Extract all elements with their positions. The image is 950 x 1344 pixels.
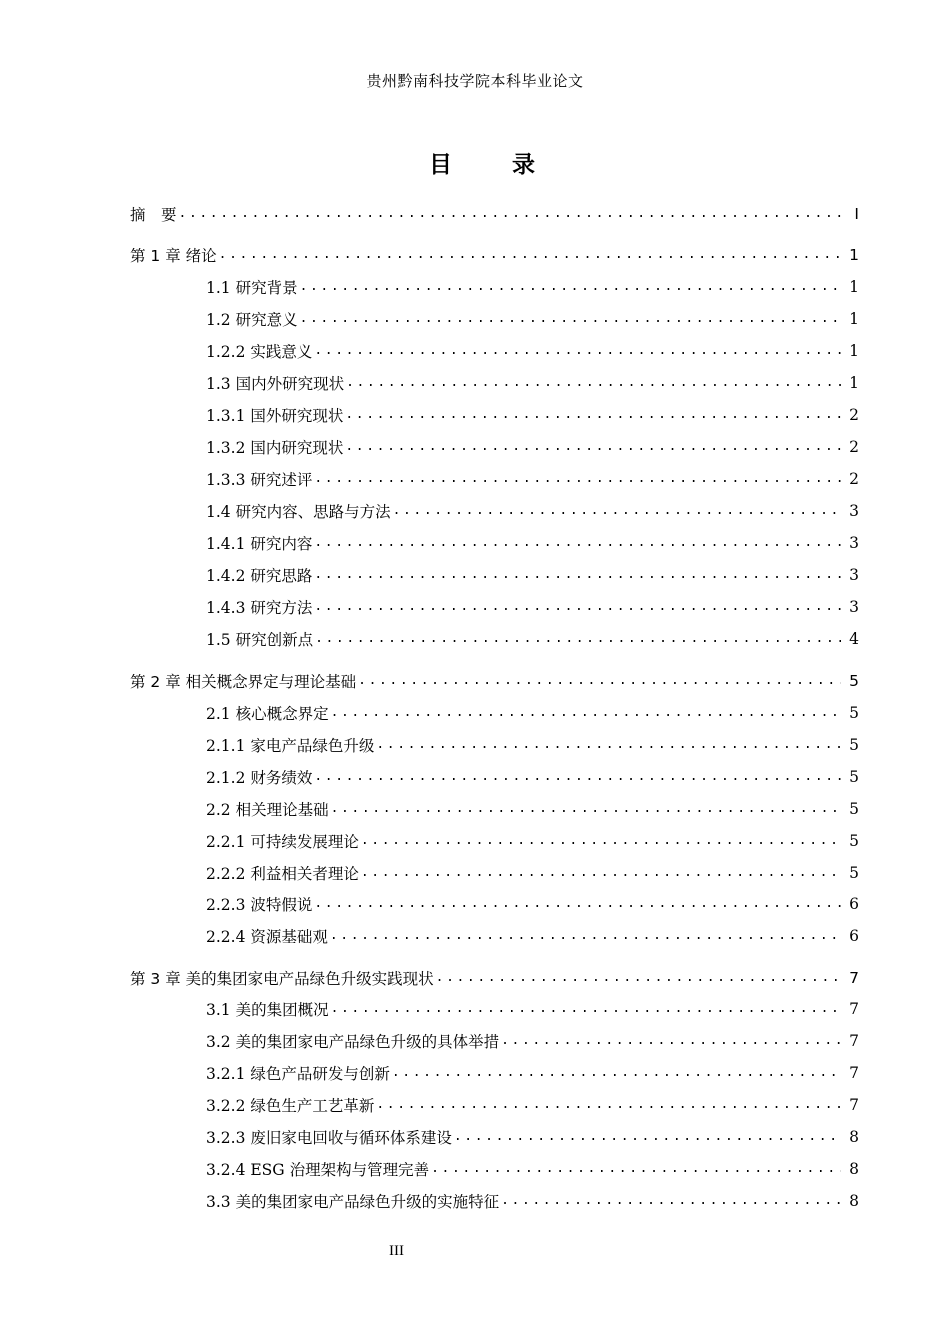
toc-entry-label: 1.3.1 国外研究现状: [206, 407, 344, 425]
toc-entry-label: 1.1 研究背景: [206, 279, 298, 297]
toc-section-entry[interactable]: [0, 499, 950, 523]
toc-dot-leader: [300, 307, 841, 331]
toc-entry-page: 8: [849, 1192, 859, 1210]
toc-dot-leader: [314, 563, 841, 587]
toc-section-entry[interactable]: [0, 1061, 950, 1085]
toc-entry-page: 3: [849, 502, 859, 520]
toc-entry-label: 3.3 美的集团家电产品绿色升级的实施特征: [206, 1193, 500, 1211]
toc-section-entry[interactable]: [0, 563, 950, 587]
toc-section-entry[interactable]: [0, 531, 950, 555]
toc-entry-page: 6: [849, 895, 859, 913]
toc-dot-leader: [314, 765, 841, 789]
toc-entry-page: 5: [849, 704, 859, 722]
toc-entry-page: 6: [849, 927, 859, 945]
toc-dot-leader: [179, 202, 841, 226]
page-number: III: [389, 1243, 404, 1259]
toc-entry-page: 7: [849, 1096, 859, 1114]
toc-dot-leader: [315, 627, 841, 651]
toc-entry-page: 2: [849, 470, 859, 488]
toc-dot-leader: [330, 924, 841, 948]
toc-dot-leader: [331, 997, 841, 1021]
toc-section-entry[interactable]: [0, 861, 950, 885]
toc-section-entry[interactable]: [0, 1093, 950, 1117]
toc-entry-page: 5: [849, 864, 859, 882]
toc-section-entry[interactable]: [0, 797, 950, 821]
toc-section-entry[interactable]: [0, 829, 950, 853]
toc-dot-leader: [219, 243, 841, 267]
toc-entry-page: I: [854, 205, 859, 223]
toc-entry-label: 摘 要: [130, 206, 177, 224]
toc-entry-label: 3.2 美的集团家电产品绿色升级的具体举措: [206, 1033, 500, 1051]
toc-entry-label: 1.4.2 研究思路: [206, 567, 313, 585]
toc-dot-leader: [501, 1029, 841, 1053]
toc-dot-leader: [314, 531, 841, 555]
toc-entry-page: 5: [849, 672, 859, 690]
toc-entry-label: 2.2.4 资源基础观: [206, 928, 328, 946]
toc-chapter-entry[interactable]: [0, 243, 950, 267]
toc-dot-leader: [300, 275, 841, 299]
toc-entry-label: 3.1 美的集团概况: [206, 1001, 329, 1019]
toc-section-entry[interactable]: [0, 1189, 950, 1213]
toc-dot-leader: [361, 829, 841, 853]
toc-section-entry[interactable]: [0, 997, 950, 1021]
toc-chapter-entry[interactable]: [0, 202, 950, 226]
toc-section-entry[interactable]: [0, 1157, 950, 1181]
toc-entry-label: 3.2.3 废旧家电回收与循环体系建设: [206, 1129, 452, 1147]
toc-section-entry[interactable]: [0, 765, 950, 789]
page-header: 贵州黔南科技学院本科毕业论文: [366, 72, 584, 90]
toc-entry-page: 7: [849, 969, 859, 987]
toc-entry-label: 2.2 相关理论基础: [206, 801, 329, 819]
toc-dot-leader: [346, 371, 841, 395]
toc-dot-leader: [431, 1157, 841, 1181]
toc-chapter-entry[interactable]: [0, 966, 950, 990]
toc-entry-label: 2.1.1 家电产品绿色升级: [206, 737, 375, 755]
toc-section-entry[interactable]: [0, 595, 950, 619]
toc-entry-label: 1.3.2 国内研究现状: [206, 439, 344, 457]
toc-entry-label: 3.2.2 绿色生产工艺革新: [206, 1097, 375, 1115]
toc-entry-page: 4: [849, 630, 859, 648]
toc-dot-leader: [436, 966, 841, 990]
toc-dot-leader: [345, 403, 841, 427]
toc-section-entry[interactable]: [0, 403, 950, 427]
toc-entry-label: 3.2.1 绿色产品研发与创新: [206, 1065, 390, 1083]
toc-section-entry[interactable]: [0, 701, 950, 725]
toc-dot-leader: [376, 1093, 841, 1117]
toc-section-entry[interactable]: [0, 275, 950, 299]
toc-entry-page: 3: [849, 534, 859, 552]
toc-entry-label: 2.2.2 利益相关者理论: [206, 865, 359, 883]
toc-entry-page: 5: [849, 832, 859, 850]
toc-entry-label: 1.3 国内外研究现状: [206, 375, 345, 393]
toc-dot-leader: [358, 669, 841, 693]
toc-entry-label: 1.2.2 实践意义: [206, 343, 313, 361]
toc-dot-leader: [454, 1125, 841, 1149]
toc-dot-leader: [314, 339, 841, 363]
toc-chapter-entry[interactable]: [0, 669, 950, 693]
toc-entry-page: 1: [849, 310, 859, 328]
toc-entry-label: 第 1 章 绪论: [130, 247, 217, 265]
toc-entry-label: 第 3 章 美的集团家电产品绿色升级实践现状: [130, 970, 434, 988]
toc-entry-label: 1.4.3 研究方法: [206, 599, 313, 617]
toc-entry-page: 8: [849, 1128, 859, 1146]
toc-section-entry[interactable]: [0, 733, 950, 757]
toc-entry-page: 5: [849, 800, 859, 818]
toc-title: 目 录: [428, 152, 561, 178]
toc-dot-leader: [331, 701, 841, 725]
toc-entry-label: 2.2.3 波特假说: [206, 896, 313, 914]
toc-dot-leader: [376, 733, 841, 757]
toc-entry-page: 1: [849, 374, 859, 392]
toc-section-entry[interactable]: [0, 627, 950, 651]
toc-entry-label: 1.2 研究意义: [206, 311, 298, 329]
toc-section-entry[interactable]: [0, 339, 950, 363]
toc-dot-leader: [331, 797, 841, 821]
toc-entry-page: 2: [849, 406, 859, 424]
toc-section-entry[interactable]: [0, 467, 950, 491]
toc-dot-leader: [361, 861, 841, 885]
toc-entry-page: 3: [849, 566, 859, 584]
toc-entry-page: 1: [849, 342, 859, 360]
toc-entry-label: 1.4.1 研究内容: [206, 535, 313, 553]
toc-entry-label: 1.4 研究内容、思路与方法: [206, 503, 391, 521]
toc-entry-page: 1: [849, 278, 859, 296]
toc-dot-leader: [393, 499, 841, 523]
toc-entry-label: 2.1 核心概念界定: [206, 705, 329, 723]
toc-entry-label: 1.5 研究创新点: [206, 631, 314, 649]
toc-section-entry[interactable]: [0, 924, 950, 948]
toc-section-entry[interactable]: [0, 307, 950, 331]
toc-entry-label: 1.3.3 研究述评: [206, 471, 313, 489]
toc-entry-page: 5: [849, 768, 859, 786]
toc-entry-label: 2.2.1 可持续发展理论: [206, 833, 359, 851]
toc-entry-page: 7: [849, 1064, 859, 1082]
toc-section-entry[interactable]: [0, 892, 950, 916]
toc-section-entry[interactable]: [0, 371, 950, 395]
toc-entry-label: 第 2 章 相关概念界定与理论基础: [130, 673, 357, 691]
toc-section-entry[interactable]: [0, 1125, 950, 1149]
toc-entry-page: 2: [849, 438, 859, 456]
toc-entry-page: 1: [849, 246, 859, 264]
toc-dot-leader: [345, 435, 841, 459]
toc-section-entry[interactable]: [0, 435, 950, 459]
toc-dot-leader: [392, 1061, 841, 1085]
toc-dot-leader: [314, 467, 841, 491]
toc-entry-page: 5: [849, 736, 859, 754]
toc-dot-leader: [501, 1189, 841, 1213]
toc-entry-label: 3.2.4 ESG 治理架构与管理完善: [206, 1161, 430, 1179]
toc-entry-page: 3: [849, 598, 859, 616]
toc-entry-page: 8: [849, 1160, 859, 1178]
toc-entry-page: 7: [849, 1000, 859, 1018]
toc-dot-leader: [314, 892, 841, 916]
toc-dot-leader: [314, 595, 841, 619]
toc-entry-label: 2.1.2 财务绩效: [206, 769, 313, 787]
toc-entry-page: 7: [849, 1032, 859, 1050]
toc-section-entry[interactable]: [0, 1029, 950, 1053]
